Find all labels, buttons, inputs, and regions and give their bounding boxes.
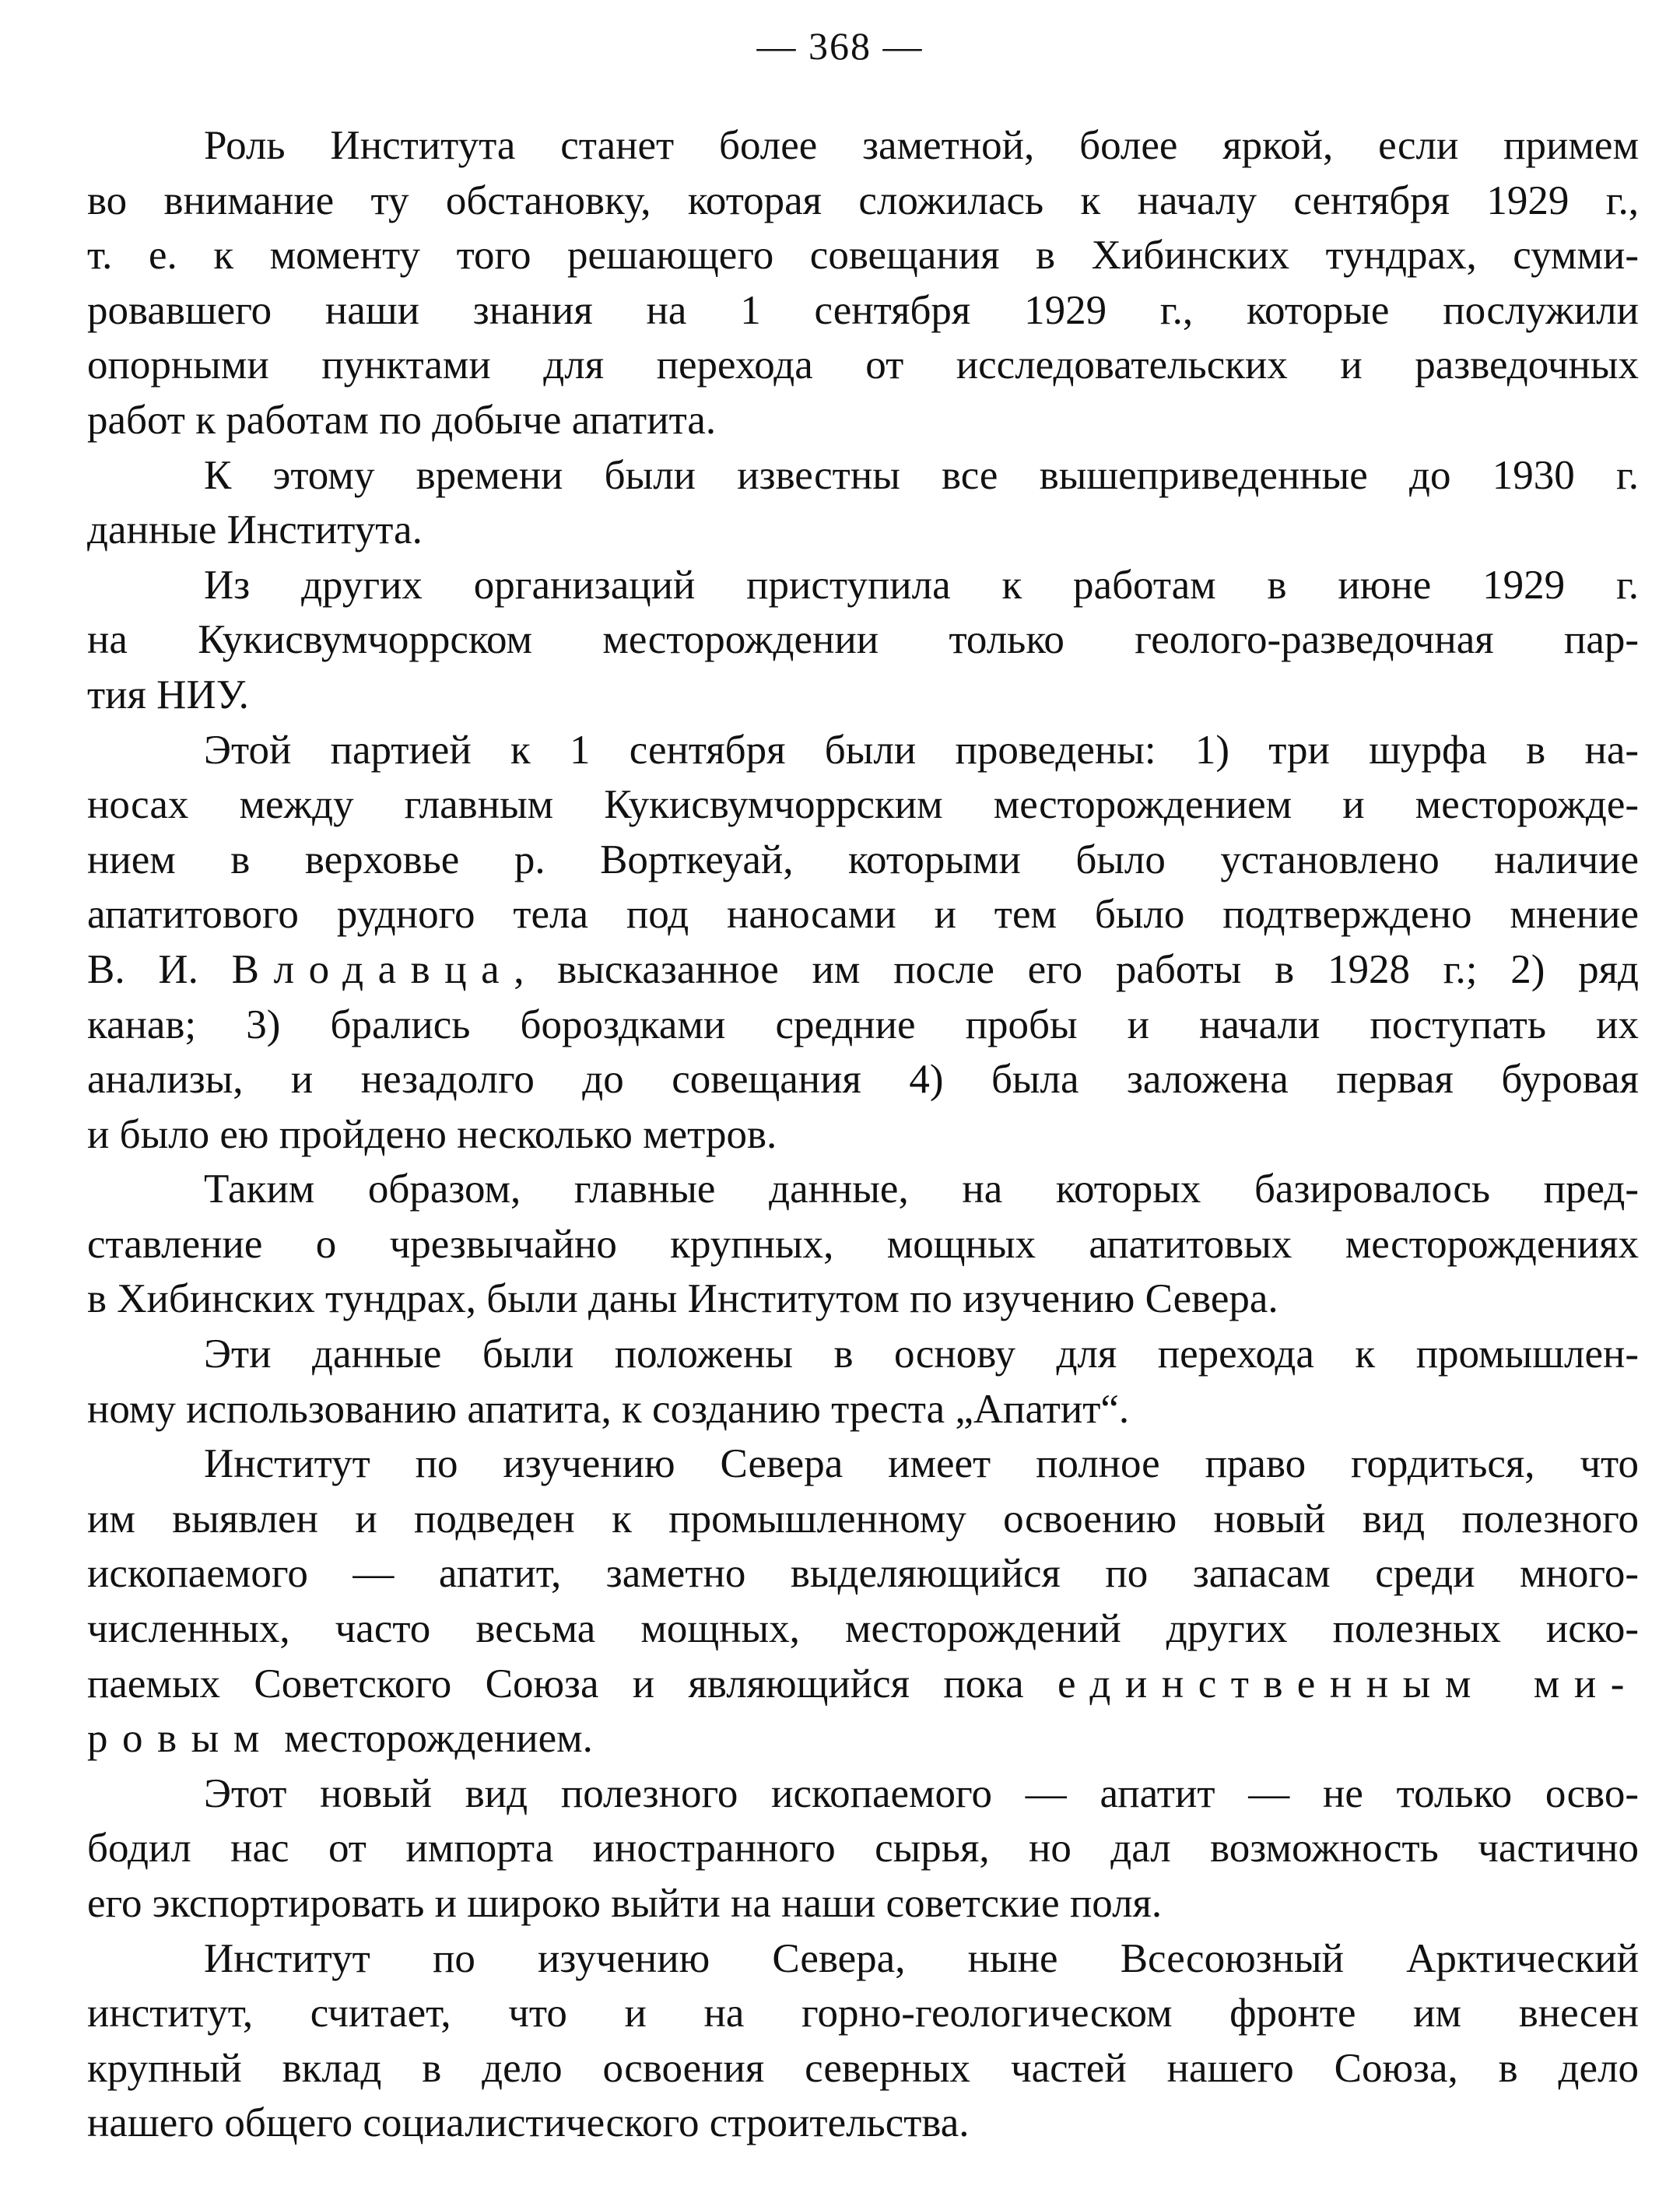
- text-segment: нием в верховье р. Ворткеуай, которыми было установлено наличие: [87, 837, 1639, 882]
- text-line: [87, 1272, 1639, 1327]
- text-line: [87, 723, 1639, 778]
- text-segment: Роль Института станет более заметной, более яркой, если примем: [204, 123, 1639, 168]
- text-line: [87, 2041, 1639, 2096]
- text-segment: ровавшего наши знания на 1 сентября 1929 г., которые послужили: [87, 287, 1639, 333]
- spaced-emphasis-text: ровым: [87, 1716, 274, 1762]
- text-line: [87, 942, 1639, 998]
- text-line: [87, 558, 1639, 613]
- text-line: [87, 1657, 1639, 1712]
- text-segment: месторождением.: [273, 1716, 593, 1762]
- text-line: [87, 1876, 1639, 1931]
- text-line: [87, 833, 1639, 888]
- text-segment: Институт по изучению Севера имеет полное право гордиться, что: [204, 1441, 1639, 1487]
- text-segment: ископаемого — апатит, заметно выделяющийся по запасам среди много-: [87, 1551, 1639, 1597]
- text-segment: апатитового рудного тела под наносами и тем было подтверждено мнение: [87, 892, 1639, 938]
- paragraph: [87, 118, 1639, 448]
- text-segment: Из других организаций приступила к работам в июне 1929 г.: [204, 562, 1639, 608]
- text-segment: К этому времени были известны все вышеприведенные до 1930 г.: [204, 452, 1639, 498]
- text-line: [87, 1217, 1639, 1272]
- text-line: [87, 777, 1639, 833]
- text-line: [87, 1492, 1639, 1547]
- text-segment: бодил нас от импорта иностранного сырья, но дал возможность частично: [87, 1826, 1639, 1872]
- text-segment: во внимание ту обстановку, которая сложилась к началу сентября 1929 г.,: [87, 177, 1639, 223]
- text-segment: Этот новый вид полезного ископаемого — апатит — не только осво-: [204, 1770, 1639, 1816]
- paragraph: [87, 448, 1639, 558]
- text-segment: т. е. к моменту того решающего совещания в Хибинских тундрах, сумми-: [87, 233, 1639, 279]
- text-line: [87, 1986, 1639, 2041]
- paragraph: [87, 1437, 1639, 1766]
- text-line: [87, 1437, 1639, 1492]
- text-line: [87, 998, 1639, 1053]
- text-segment: ставление о чрезвычайно крупных, мощных апатитовых месторождениях: [87, 1221, 1639, 1267]
- text-line: [87, 1162, 1639, 1217]
- text-line: [87, 283, 1639, 339]
- text-segment: канав; 3) брались бороздками средние пробы и начали поступать их: [87, 1002, 1639, 1047]
- text-segment: паемых Советского Союза и являющийся пока: [87, 1661, 1058, 1707]
- paragraph: [87, 558, 1639, 723]
- text-segment: им выявлен и подведен к промышленному освоению новый вид полезного: [87, 1496, 1639, 1542]
- text-segment: ному использованию апатита, к созданию треста „Апатит“.: [87, 1386, 1130, 1432]
- text-line: [87, 612, 1639, 668]
- text-line: [87, 393, 1639, 448]
- spaced-emphasis-text: Влодавца: [231, 946, 514, 992]
- paragraph: [87, 1931, 1639, 2151]
- text-segment: опорными пунктами для перехода от исследовательских и разведочных: [87, 342, 1639, 388]
- text-segment: Этой партией к 1 сентября были проведены: 1) три шурфа в на-: [204, 727, 1639, 773]
- page-number: — 368 —: [756, 24, 924, 68]
- body-text: [87, 118, 1639, 2151]
- text-segment: данные Института.: [87, 507, 423, 553]
- text-segment: Институт по изучению Севера, ныне Всесоюзный Арктический: [204, 1935, 1639, 1981]
- text-line: [87, 338, 1639, 393]
- text-line: [87, 118, 1639, 174]
- text-line: [87, 448, 1639, 503]
- text-line: [87, 1711, 1639, 1766]
- text-segment: нашего общего социалистического строительства.: [87, 2100, 970, 2146]
- text-line: [87, 1327, 1639, 1382]
- text-line: [87, 2096, 1639, 2151]
- text-line: [87, 503, 1639, 558]
- text-segment: институт, считает, что и на горно-геологическом фронте им внесен: [87, 1991, 1639, 2036]
- text-segment: на Кукисвумчоррском месторождении только геолого-разведочная пар-: [87, 617, 1639, 663]
- text-line: [87, 1931, 1639, 1987]
- text-segment: В. И.: [87, 946, 232, 992]
- text-line: [87, 1821, 1639, 1876]
- text-segment: численных, часто весьма мощных, месторождений других полезных иско-: [87, 1606, 1639, 1652]
- text-segment: в Хибинских тундрах, были даны Институтом по изучению Севера.: [87, 1276, 1278, 1322]
- text-line: [87, 1052, 1639, 1107]
- text-segment: работ к работам по добыче апатита.: [87, 397, 717, 443]
- paragraph: [87, 1766, 1639, 1931]
- text-segment: и было ею пройдено несколько метров.: [87, 1111, 777, 1157]
- text-segment: носах между главным Кукисвумчоррским месторождением и месторожде-: [87, 782, 1639, 828]
- text-segment: анализы, и незадолго до совещания 4) была заложена первая буровая: [87, 1057, 1639, 1103]
- text-line: [87, 1766, 1639, 1822]
- text-segment: , высказанное им после его работы в 1928 г.; 2) ряд: [514, 946, 1639, 992]
- paragraph: [87, 1162, 1639, 1327]
- paragraph: [87, 723, 1639, 1163]
- text-segment: крупный вклад в дело освоения северных частей нашего Союза, в дело: [87, 2045, 1639, 2091]
- paragraph: [87, 1327, 1639, 1437]
- spaced-emphasis-text: единственным ми-: [1057, 1661, 1639, 1707]
- text-line: [87, 668, 1639, 723]
- text-line: [87, 1107, 1639, 1163]
- text-segment: его экспортировать и широко выйти на наши советские поля.: [87, 1881, 1163, 1926]
- text-line: [87, 1546, 1639, 1601]
- text-line: [87, 887, 1639, 942]
- text-line: [87, 228, 1639, 283]
- text-segment: тия НИУ.: [87, 672, 249, 717]
- text-segment: Таким образом, главные данные, на которых базировалось пред-: [204, 1166, 1639, 1212]
- text-line: [87, 174, 1639, 229]
- text-segment: Эти данные были положены в основу для перехода к промышлен-: [204, 1331, 1639, 1377]
- text-line: [87, 1601, 1639, 1657]
- text-line: [87, 1382, 1639, 1437]
